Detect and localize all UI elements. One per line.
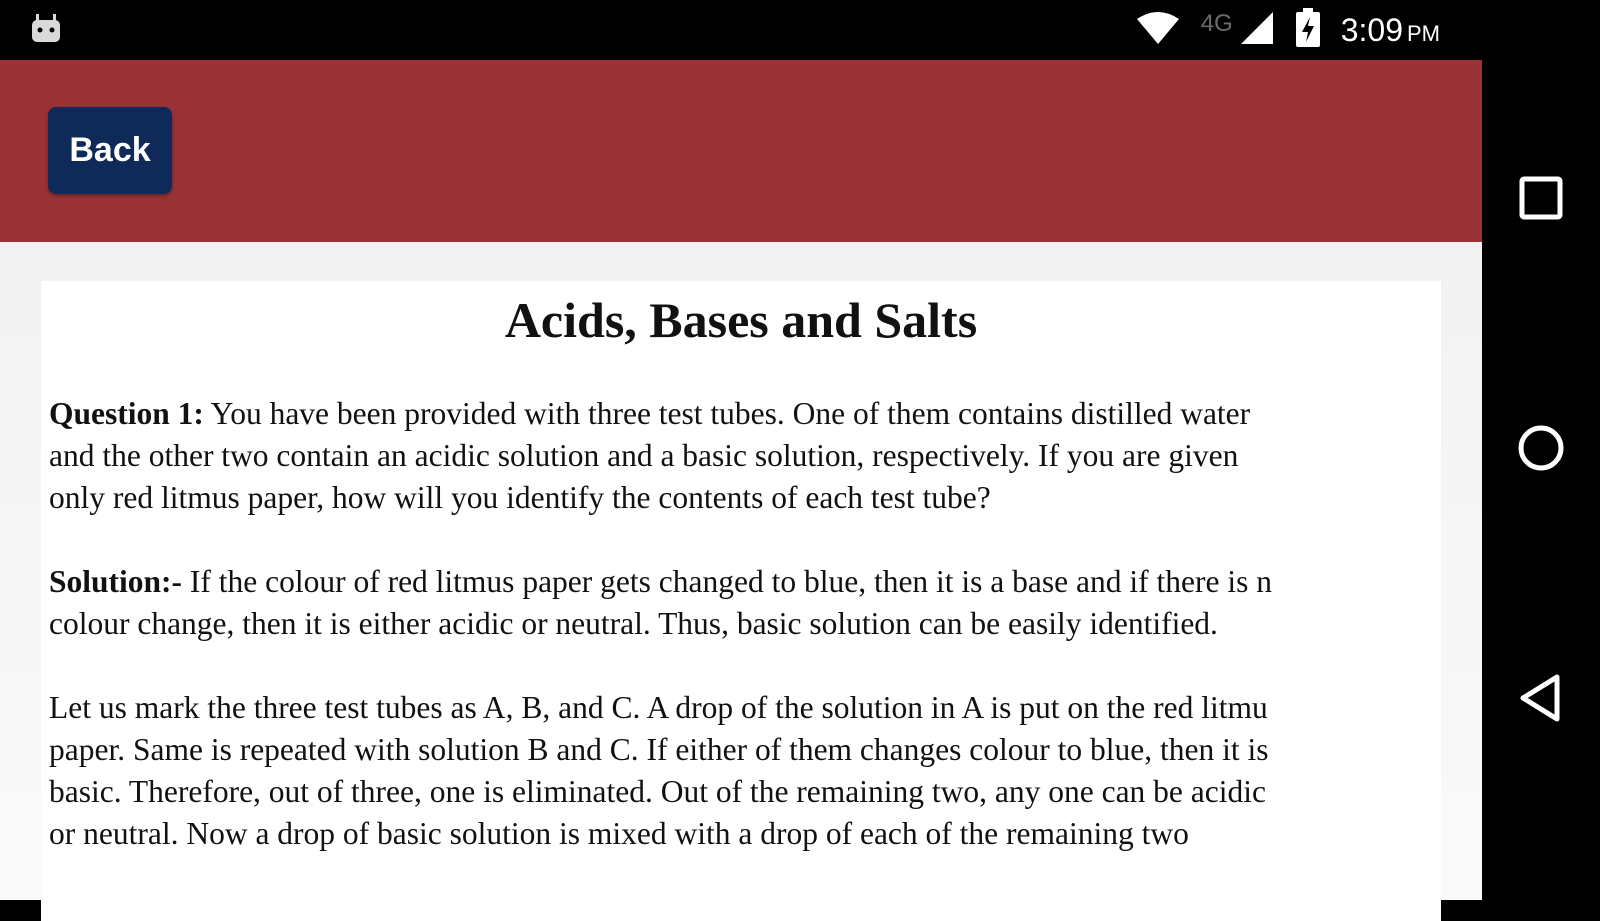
page-title: Acids, Bases and Salts — [504, 292, 978, 348]
question-label: Question 1: — [49, 396, 204, 431]
solution-line: If the colour of red litmus paper gets changed to blue, then it is a base and if there is n — [182, 564, 1272, 599]
clock-time: 3:09 — [1340, 11, 1403, 48]
home-circle-icon — [1516, 423, 1566, 477]
explanation-line: paper. Same is repeated with solution B and C. If either of them changes colour to blue, then it is — [49, 732, 1269, 767]
solution-paragraph — [49, 561, 1441, 645]
back-triangle-icon — [1517, 673, 1565, 727]
explanation-paragraph — [49, 687, 1441, 855]
question-line: only red litmus paper, how will you identify the contents of each test tube? — [49, 480, 991, 515]
question-line: and the other two contain an acidic solution and a basic solution, respectively. If you are given — [49, 438, 1239, 473]
home-button[interactable] — [1482, 400, 1600, 500]
status-bar — [0, 0, 1600, 60]
network-type-label: 4G — [1200, 10, 1233, 37]
clock-ampm: PM — [1407, 20, 1440, 46]
back-button[interactable]: Back — [48, 107, 172, 194]
status-icons — [1135, 8, 1440, 52]
app-content — [0, 60, 1482, 900]
explanation-line: or neutral. Now a drop of basic solution is mixed with a drop of each of the remaining two — [49, 816, 1189, 851]
wifi-icon — [1135, 10, 1181, 50]
recents-button[interactable] — [1482, 150, 1600, 250]
android-notification-icon — [28, 10, 64, 46]
navigation-bar — [1482, 60, 1600, 900]
battery-charging-icon — [1295, 8, 1321, 52]
question-paragraph — [49, 393, 1441, 519]
recents-square-icon — [1519, 176, 1563, 224]
cellular-signal-icon — [1239, 10, 1275, 50]
explanation-line: basic. Therefore, out of three, one is eliminated. Out of the remaining two, any one can be acidic — [49, 774, 1266, 809]
question-line: You have been provided with three test tubes. One of them contains distilled water — [203, 396, 1251, 431]
content-card[interactable] — [41, 281, 1441, 921]
explanation-line: Let us mark the three test tubes as A, B, and C. A drop of the solution in A is put on the red litmu — [49, 690, 1268, 725]
app-header — [0, 60, 1482, 242]
solution-label: Solution:- — [49, 564, 183, 599]
status-clock — [1341, 12, 1440, 49]
solution-line: colour change, then it is either acidic or neutral. Thus, basic solution can be easily identified. — [49, 606, 1218, 641]
back-nav-button[interactable] — [1482, 650, 1600, 750]
